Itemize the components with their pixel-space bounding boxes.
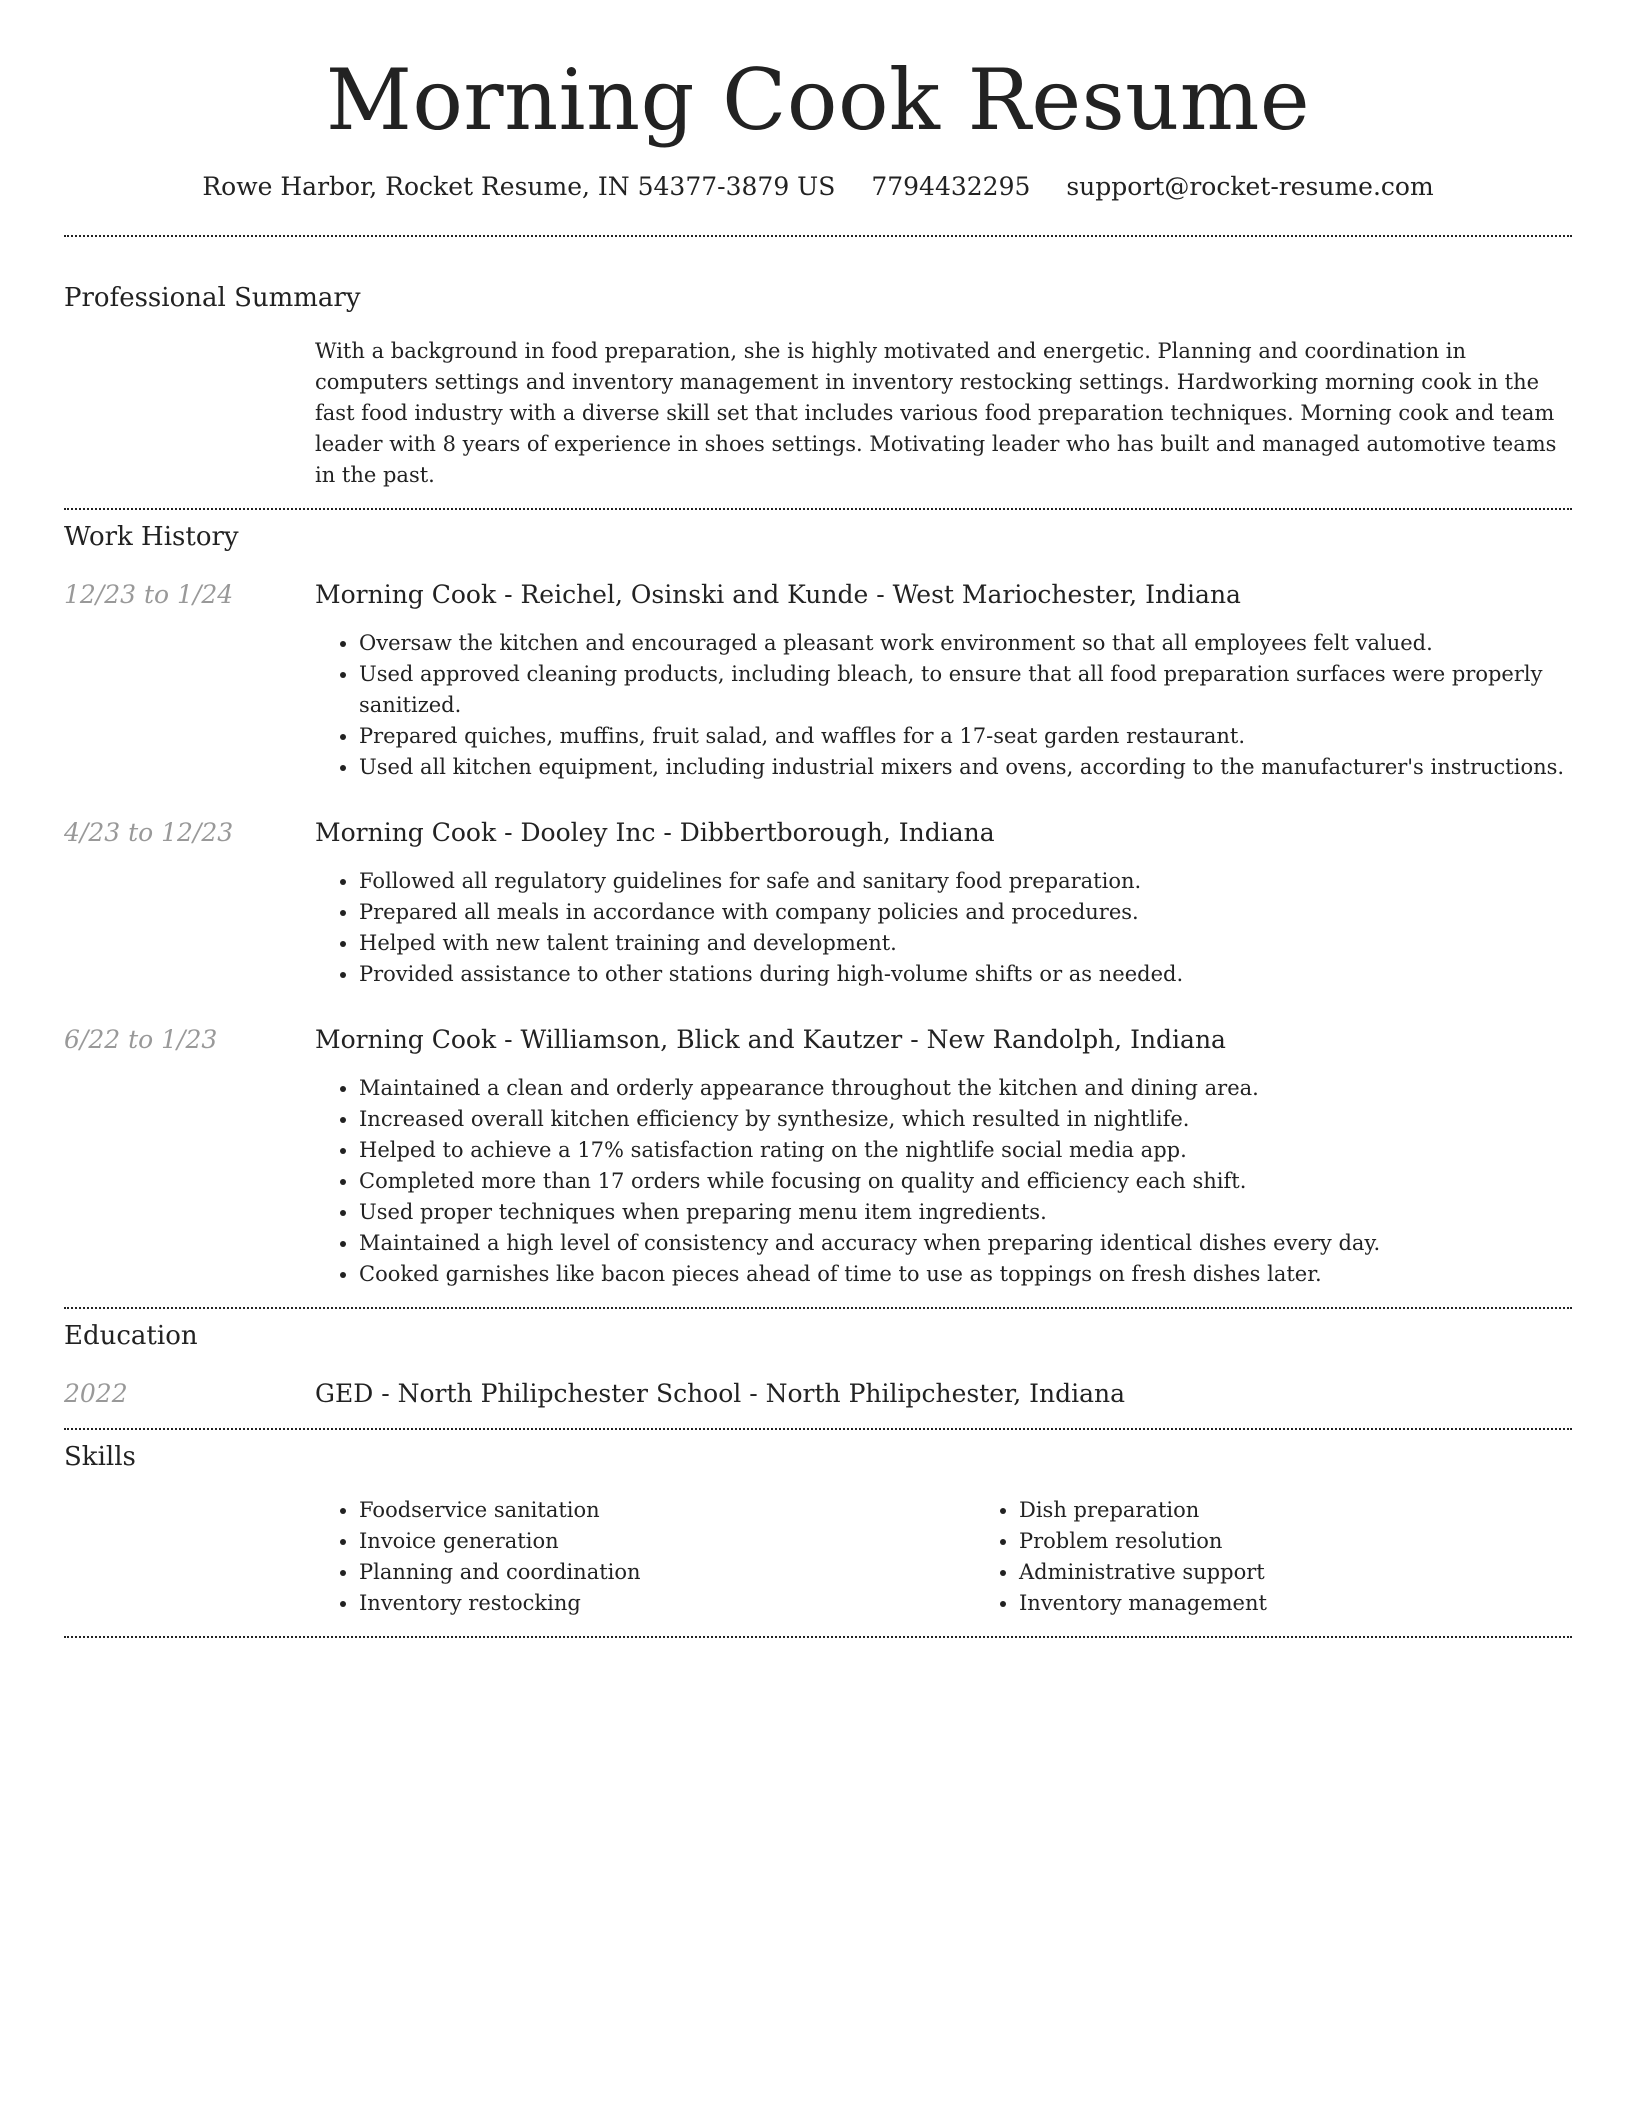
contact-line: [64, 172, 1572, 202]
skill-item: • Dish preparation: [1019, 1495, 1632, 1526]
job-bullet: • Oversaw the kitchen and encouraged a pleasant work environment so that all employees felt valued.: [359, 628, 1572, 659]
skill-item: • Inventory restocking: [359, 1588, 975, 1619]
work-history-section: [64, 521, 1572, 1290]
job-bullets: [315, 866, 1572, 990]
skill-item: • Foodservice sanitation: [359, 1495, 975, 1526]
divider: [64, 1307, 1572, 1309]
skills-list-left: [315, 1495, 975, 1619]
skill-item: • Planning and coordination: [359, 1557, 975, 1588]
job-bullet: • Increased overall kitchen efficiency by synthesize, which resulted in nightlife.: [359, 1104, 1572, 1135]
job-bullet: • Completed more than 17 orders while focusing on quality and efficiency each shift.: [359, 1166, 1572, 1197]
job-bullet: • Used all kitchen equipment, including industrial mixers and ovens, according to the manufacturer's instructions.: [359, 752, 1572, 783]
section-title-education: Education: [64, 1321, 198, 1351]
education-section: [64, 1320, 1572, 1410]
job-bullet: • Followed all regulatory guidelines for safe and sanitary food preparation.: [359, 866, 1572, 897]
resume-title: Morning Cook Resume: [325, 51, 1311, 149]
job-bullet: • Helped to achieve a 17% satisfaction rating on the nightlife social media app.: [359, 1135, 1572, 1166]
job-bullet: • Maintained a high level of consistency and accuracy when preparing identical dishes every day.: [359, 1228, 1572, 1259]
job-bullets: [315, 1073, 1572, 1290]
summary-section: [64, 282, 1572, 491]
contact-email: support@rocket-resume.com: [1066, 172, 1434, 201]
job-details: [315, 1024, 1572, 1290]
job-heading: Morning Cook - Williamson, Blick and Kautzer - New Randolph, Indiana: [315, 1025, 1226, 1054]
divider: [64, 508, 1572, 510]
skill-item: • Problem resolution: [1019, 1526, 1632, 1557]
job-bullet: • Used proper techniques when preparing menu item ingredients.: [359, 1197, 1572, 1228]
job-bullet: • Prepared all meals in accordance with company policies and procedures.: [359, 897, 1572, 928]
job-dates: 4/23 to 12/23: [64, 818, 234, 847]
summary-spacer: [64, 336, 315, 491]
job-heading: Morning Cook - Reichel, Osinski and Kunde - West Mariochester, Indiana: [315, 580, 1241, 609]
job-bullets: [315, 628, 1572, 783]
education-year: 2022: [64, 1379, 128, 1408]
skills-spacer: [64, 1495, 315, 1619]
resume-page: [64, 0, 1572, 1638]
job-bullet: • Provided assistance to other stations during high-volume shifts or as needed.: [359, 959, 1572, 990]
job-bullet: • Used approved cleaning products, including bleach, to ensure that all food preparation surfaces were properly sanitized.: [359, 659, 1572, 721]
skills-columns: [315, 1495, 1632, 1619]
section-title-work-history: Work History: [64, 522, 239, 552]
divider: [64, 1636, 1572, 1638]
divider: [64, 235, 1572, 237]
summary-row: [64, 336, 1572, 491]
job-bullet: • Helped with new talent training and development.: [359, 928, 1572, 959]
job-entry: [64, 1024, 1572, 1290]
skills-section: [64, 1441, 1572, 1619]
contact-phone: 7794432295: [871, 172, 1031, 201]
job-bullet: • Cooked garnishes like bacon pieces ahead of time to use as toppings on fresh dishes later.: [359, 1259, 1572, 1290]
skill-item: • Administrative support: [1019, 1557, 1632, 1588]
job-entry: [64, 579, 1572, 783]
job-dates: 12/23 to 1/24: [64, 580, 234, 609]
education-entry: [64, 1378, 1572, 1410]
section-title-skills: Skills: [64, 1442, 136, 1472]
job-details: [315, 817, 1572, 990]
skill-item: • Invoice generation: [359, 1526, 975, 1557]
job-bullet: • Maintained a clean and orderly appearance throughout the kitchen and dining area.: [359, 1073, 1572, 1104]
resume-header: [64, 51, 1572, 202]
job-heading: Morning Cook - Dooley Inc - Dibbertborough, Indiana: [315, 818, 995, 847]
job-entry: [64, 817, 1572, 990]
summary-text: With a background in food preparation, she is highly motivated and energetic. Planning and coordination in computers settings and inventory management in inventory restocking settings. Hardworking morning cook in the fast food industry with a diverse skill set that includes various food preparation techniques. Morning cook and team leader with 8 years of experience in shoes settings. Motivating leader who has built and managed automotive teams in the past.: [315, 339, 1557, 487]
skills-row: [64, 1495, 1572, 1619]
job-dates: 6/22 to 1/23: [64, 1025, 218, 1054]
contact-address: Rowe Harbor, Rocket Resume, IN 54377-3879 US: [202, 172, 836, 201]
education-heading: GED - North Philipchester School - North Philipchester, Indiana: [315, 1379, 1126, 1408]
divider: [64, 1428, 1572, 1430]
job-bullet: • Prepared quiches, muffins, fruit salad, and waffles for a 17-seat garden restaurant.: [359, 721, 1572, 752]
section-title-summary: Professional Summary: [64, 283, 361, 313]
skills-list-right: [975, 1495, 1632, 1619]
job-details: [315, 579, 1572, 783]
skill-item: • Inventory management: [1019, 1588, 1632, 1619]
